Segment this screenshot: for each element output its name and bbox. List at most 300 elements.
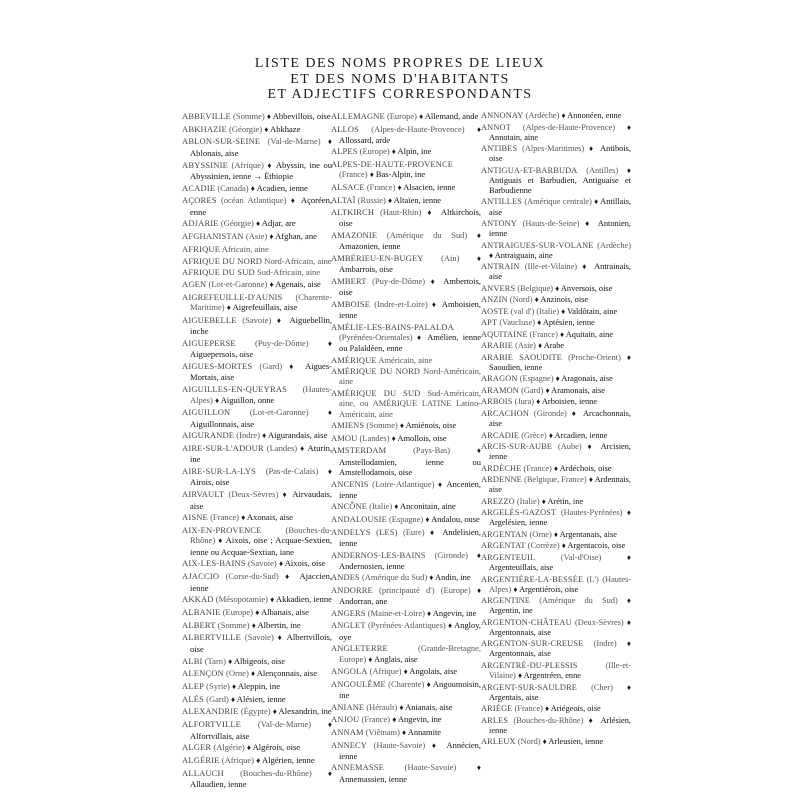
entry-headword: ALPES [331,146,358,157]
entry [481,374,631,384]
title-line: ET DES NOMS D'HABITANTS [290,71,510,87]
entry-headword: ALLOS [331,123,359,134]
entry-gloss: (Espagne) [519,374,554,384]
entry-gloss: (Somme) [232,111,265,121]
entry-gloss: (Val-de-Marne) [257,719,312,730]
entry-gloss: (Val-d'Oise) [560,552,602,562]
entry-gloss: (Gironde) [533,408,567,418]
entry-demonym: Bas-Alpin, ine [375,169,426,180]
entry [182,315,332,337]
title-line: ET ADJECTIFS CORRESPONDANTS [267,87,533,102]
entry-gloss: (Asie) [245,231,268,242]
entry [481,330,631,340]
entry-demonym: Aragonais, aise [561,374,613,384]
entry-gloss: (Hautes-Alpes) [190,384,332,405]
diamond-icon: ♦ [626,596,631,606]
entry [331,679,481,700]
entry-headword: ALTAÏ [331,194,356,205]
entry-demonym: Annécien, ienne [339,739,481,761]
entry [182,594,332,605]
entry-demonym: Alfortvillais, aise [190,730,250,741]
entry [481,397,631,407]
entry-demonym: Ancenien, ienne [339,478,481,500]
entry-demonym: Amazonien, ienne [339,241,401,252]
entry-demonym: Argentonnais, aise [489,627,551,637]
entry-gloss: (Puy-de-Dôme) [255,338,309,348]
entry-headword: AMSTERDAM [331,445,387,456]
entry-headword: AIX-EN-PROVENCE [182,525,262,536]
diamond-icon: ♦ [489,250,494,260]
entry [331,514,481,525]
entry-gloss: (Deux-Sèvres) [575,617,624,627]
diamond-icon: ♦ [448,621,453,631]
entry-headword: AMÉLIE-LES-BAINS-PALALDA [331,321,454,332]
entry-demonym: Abyssin, ine ou Abyssinien, ienne → Éthiopie [190,159,332,181]
entry-headword: ARDÈCHE [481,463,522,473]
entry-demonym: Allossard, arde [339,134,391,145]
entry [331,276,481,297]
entry-demonym: Antonien, ienne [489,219,631,239]
diamond-icon: ♦ [430,276,439,286]
entry-headword: ANGOULÊME [331,678,386,689]
entry-demonym: Airvaudais, aise [190,489,333,511]
entry [182,632,332,654]
entry-gloss: (Amérique du Sud) [539,596,618,606]
diamond-icon: ♦ [429,573,434,583]
entry-demonym: Aixois, oise ; Acquae-Sextien, ienne ou Acquae-Sextian, iane [190,535,332,557]
entry-demonym: Aixois, oise [284,558,326,569]
entry-gloss: (Gard) [206,693,229,704]
entry-gloss: (principauté d') (Europe) [379,584,471,595]
entry-demonym: Açoréen, enne [190,195,332,217]
entry-gloss: (Savoie) [244,632,274,643]
entry-headword: ARGENTRÉ-DU-PLESSIS [481,660,578,670]
entry [182,231,332,242]
diamond-icon: ♦ [534,295,539,305]
entry [481,553,631,573]
entry [331,501,481,512]
diamond-icon: ♦ [555,283,560,293]
entry [481,219,631,239]
entry-gloss: (France) [514,704,543,714]
entry-headword: AIGUES-MORTES [182,361,253,372]
entry-gloss: Africain, aine [221,243,269,254]
entry-demonym: Aiguillonnais, aise [190,418,255,429]
entry-demonym: Argentin, ine [489,606,533,616]
diamond-icon: ♦ [241,513,246,523]
entry-headword: AFRIQUE DU SUD [182,267,255,278]
entry [481,409,631,429]
entry-gloss: (Grande-Bretagne, Europe) [339,643,481,664]
diamond-icon: ♦ [392,715,397,725]
entry-demonym: Annonéen, enne [567,111,622,120]
entry-headword: AIX-LES-BAINS [182,558,246,569]
entry-demonym: Aigrefeuillais, aise [232,302,298,313]
entry-headword: ARAMON [481,385,519,395]
entry-demonym: Angevin, ine [397,714,442,725]
entry-gloss: (Nord) [517,737,541,747]
diamond-icon: ♦ [278,559,284,569]
entry [331,182,481,193]
diamond-icon: ♦ [476,231,482,241]
entry-headword: ALGER [182,742,212,753]
diamond-icon: ♦ [269,280,274,290]
entry-gloss: (Orne) [226,668,249,679]
entry-demonym: Annemassien, ienne [339,773,407,784]
entry-headword: AMÉRIQUE [331,354,377,365]
entry [481,123,631,143]
entry-demonym: Acadien, ienne [256,182,308,193]
entry [182,466,332,488]
entry [182,430,332,441]
diamond-icon: ♦ [270,595,275,605]
entry-demonym: Alexandrin, ine [278,706,332,717]
diamond-icon: ♦ [427,608,432,618]
entry-demonym: Albertin, ine [257,619,301,630]
entry-headword: ARLEUX [481,737,516,747]
entry-gloss: (Ardèche) [525,111,560,120]
entry-gloss: (Ain) [441,252,460,263]
diamond-icon: ♦ [251,620,256,630]
column-2 [331,111,481,785]
entry-demonym: Aiguepersois, oise [190,349,254,360]
entry-demonym: Anconitain, aine [399,501,456,512]
entry-headword: ALBERT [182,619,216,630]
entry-headword: AMIENS [331,420,365,431]
entry-headword: AMAZONIE [331,230,378,241]
entry-headword: ANGLET [331,620,366,631]
entry [481,197,631,217]
entry-demonym: Abkhaze [270,123,301,134]
diamond-icon: ♦ [272,707,277,717]
entry-headword: AIRE-SUR-L'ADOUR [182,443,264,454]
diamond-icon: ♦ [626,122,631,132]
diamond-icon: ♦ [437,479,444,489]
entry-headword: ANDES [331,572,360,583]
entry-headword: ARLES [481,715,509,725]
entry-demonym: Albertvillois, oise [190,632,332,654]
entry [182,768,332,790]
entry [182,267,332,277]
entry [182,681,332,692]
entry-headword: ABBEVILLE [182,111,231,121]
entry [182,244,332,254]
entry-headword: AIGUILLON [182,407,231,418]
diamond-icon: ♦ [431,740,441,750]
entry-demonym: Amstellodamien, ienne ou Amstellodamois, oise [339,456,481,477]
entry-demonym: Allemand, ande [424,111,479,121]
entry [182,338,332,360]
entry-gloss: (Savoie) [242,314,272,325]
diamond-icon: ♦ [399,702,404,712]
entry-gloss: Nord-Africain, aine [264,255,332,266]
diamond-icon: ♦ [282,490,289,500]
entry [481,166,631,196]
entry-demonym: Anversois, oise [560,283,613,293]
diamond-icon: ♦ [582,262,590,272]
diamond-icon: ♦ [276,315,285,325]
diamond-icon: ♦ [426,679,431,689]
entry-demonym: Arabe [543,341,565,351]
entry-headword: AJACCIO [182,571,220,582]
entry-headword: ALLEMAGNE [331,111,385,121]
diamond-icon: ♦ [560,329,565,339]
entry-headword: ANTIBES [481,144,518,154]
entry [331,433,481,444]
entry-demonym: Aturin, ine [190,443,332,465]
entry-demonym: Ariégeois, oise [550,704,601,714]
entry [481,716,631,736]
entry-demonym: Arcisien, ienne [489,442,631,462]
diamond-icon: ♦ [269,232,274,242]
entry-demonym: Aleppin, ine [237,681,281,691]
entry-headword: ANNECY [331,739,368,750]
entry-gloss: (Indre) [236,430,261,441]
diamond-icon: ♦ [289,362,299,372]
diamond-icon: ♦ [397,182,402,192]
entry [182,525,332,557]
entry-gloss: (Italie) [369,501,393,512]
entry-demonym: Ambarrois, oise [339,264,393,275]
entry-gloss: (Landes) [266,443,298,454]
entry-headword: ANTIGUA-ET-BARBUDA [481,165,578,175]
entry [182,719,332,741]
entry-gloss: (Hautes-Pyrénées) [560,508,623,518]
entry-gloss: (France) [361,714,391,725]
entry-headword: AFGHANISTAN [182,231,244,242]
diamond-icon: ♦ [476,763,481,773]
entry [481,639,631,659]
entry-demonym: Ardéchois, oise [559,463,612,473]
entry-gloss: (France) [339,169,368,180]
entry-headword: ALLAUCH [182,767,224,778]
entry-demonym: Airois, oise [190,477,230,488]
entry [182,292,332,314]
entry [481,262,631,282]
entry [331,146,481,157]
entry-gloss: (Charente) [388,678,425,689]
entry-headword: ARCADIE [481,430,520,440]
entry-headword: ANCENIS [331,478,369,489]
entry-headword: AMÉRIQUE DU NORD [331,366,421,377]
entry-headword: ARGENTIÈRE-LA-BESSÉE [481,574,584,584]
entry-demonym: Andernosien, ienne [339,560,405,571]
entry-headword: AMÉRIQUE DU SUD [331,388,421,399]
entry [182,668,332,679]
entry-gloss: (Somme) [366,420,398,431]
entry [481,475,631,495]
entry [182,183,332,194]
entry-headword: ALGÉRIE [182,755,220,766]
diamond-icon: ♦ [588,475,593,485]
entry-demonym: Annotain, aine [489,132,539,142]
entry-gloss: Nord-Américain, aine [339,366,481,387]
entry [331,207,481,228]
entry-gloss: (Corse-du-Sud) [225,571,279,582]
entry-demonym: Andelisien, ienne [339,526,482,548]
entry-gloss: (Lot-et-Garonne) [249,407,309,418]
entry-gloss: (Hérault) [366,701,398,712]
entry-demonym: Antillais, aise [489,197,631,217]
entry [331,550,481,571]
entry-gloss: (Viêtnam) [365,726,400,737]
entry [182,443,332,465]
entry-headword: AMBÉRIEU-EN-BUGEY [331,252,424,263]
entry [182,571,332,593]
entry [481,575,631,595]
entry [182,558,332,569]
diamond-icon: ♦ [368,654,373,664]
entry-demonym: Argentonnais, aise [489,649,551,659]
diamond-icon: ♦ [250,669,256,679]
entry-gloss: (Alpes-Maritimes) [522,144,585,154]
diamond-icon: ♦ [476,446,482,456]
diamond-icon: ♦ [266,112,272,121]
diamond-icon: ♦ [553,529,558,539]
entry-demonym: Altaïen, ienne [393,194,442,205]
entry [331,195,481,206]
entry-headword: AFRIQUE DU NORD [182,255,263,266]
entry-headword: AFRIQUE [182,243,221,254]
entry-headword: ANTRAIN [481,262,520,272]
entry-headword: ANDORRE [331,584,373,595]
column-1 [182,111,332,791]
entry-demonym: Amélien, ienne ou Palaldéen, enne [339,331,481,353]
entry-gloss: (Jura) [514,397,535,407]
diamond-icon: ♦ [548,430,553,440]
entry [481,341,631,351]
entry-gloss: (Haut-Rhin) [380,207,422,218]
entry-gloss: (Europe) [359,146,390,157]
entry-headword: ANIANE [331,701,365,712]
entry-gloss: (Amérique centrale) [524,197,592,207]
entry-demonym: Algérien, ienne [261,755,315,766]
entry [182,136,332,158]
entry-headword: ARGENTAN [481,529,528,539]
entry-demonym: Arleusien, ienne [548,737,604,747]
entry-headword: ALSACE [331,181,365,192]
entry-headword: ARCIS-SUR-AUBE [481,442,553,452]
diamond-icon: ♦ [256,219,261,229]
entry-headword: ANGERS [331,607,366,618]
entry-headword: ABLON-SUR-SEINE [182,136,261,147]
entry-headword: ARGENTON-SUR-CREUSE [481,639,584,649]
diamond-icon: ♦ [431,299,439,309]
entry [481,596,631,616]
diamond-icon: ♦ [214,395,220,405]
entry [481,530,631,540]
entry-gloss: (Amérique du Sud) [362,572,428,583]
entry [331,585,481,606]
entry-headword: ALFORTVILLE [182,719,242,730]
entry-demonym: Arcachonnais, aise [489,408,631,429]
entry-headword: AIGUILLES-EN-QUEYRAS [182,384,288,395]
entry-headword: ARGENTAT [481,541,526,551]
entry [182,160,332,182]
entry-gloss: (Canada) [217,182,249,193]
entry-demonym: Alésien, ienne [236,693,286,704]
diamond-icon: ♦ [228,656,233,666]
entry-demonym: Aquitain, aine [565,329,614,339]
entry-gloss: (Ardèche) [597,240,631,250]
entry-gloss: (Deux-Sèvres) [228,489,279,500]
diamond-icon: ♦ [403,667,408,677]
diamond-icon: ♦ [327,720,332,730]
entry-gloss: (Haute-Savoie) [404,762,457,773]
diamond-icon: ♦ [536,397,541,407]
entry [331,643,481,664]
diamond-icon: ♦ [425,515,430,525]
diamond-icon: ♦ [394,502,399,512]
diamond-icon: ♦ [429,527,438,537]
diamond-icon: ♦ [391,433,396,443]
entry [331,111,481,122]
diamond-icon: ♦ [476,253,482,263]
diamond-icon: ♦ [290,196,298,206]
entry-headword: AQUITAINE [481,329,528,339]
entry [182,489,332,511]
entry-gloss: (Pays-Bas) [413,445,451,456]
entry-demonym: Afghan, ane [275,231,317,242]
entry-demonym: Aptésien, ienne [542,318,595,328]
entry-demonym: Argentais, aise [489,692,539,702]
entry-gloss: (Europe) [386,111,417,121]
entry-demonym: Argentiérois, oise [519,584,579,594]
entry [481,618,631,638]
diamond-icon: ♦ [419,112,424,121]
entry [331,620,481,641]
entry-demonym: Anianais, aise [405,701,453,712]
entry-demonym: Amboisien, ienne [339,298,482,320]
diamond-icon: ♦ [327,768,333,778]
entry-headword: ARGENTEUIL [481,552,536,562]
entry-headword: AMBERT [331,275,367,286]
diamond-icon: ♦ [626,682,631,692]
entry-gloss: (France) [210,512,240,523]
entry-gloss: (Algérie) [213,742,245,753]
entry-gloss: (Aube) [558,442,582,452]
entry-headword: ALENÇON [182,668,224,679]
entry-demonym: Amollois, oise [397,432,447,443]
entry-headword: ANNONAY [481,111,524,120]
entry-headword: AMBOISE [331,298,371,309]
diamond-icon: ♦ [587,442,596,452]
entry-headword: ABKHAZIE [182,123,227,134]
entry [481,431,631,441]
entry [182,111,332,122]
entry-demonym: Altkirchois, oise [339,207,481,229]
entry-gloss: (Bouches-du-Rhône) [240,767,312,778]
diamond-icon: ♦ [561,541,566,551]
entry-headword: ANTRAIGUES-SUR-VOLANE [481,240,594,250]
diamond-icon: ♦ [327,408,332,418]
entry-demonym: Antraiguain, aine [494,250,553,260]
entry-gloss: (Eure) [402,526,425,537]
entry-headword: ANJOU [331,714,360,725]
entry [331,445,481,477]
entry [182,694,332,705]
entry-demonym: Aramonais, aise [551,385,605,395]
entry-headword: ALÈS [182,693,204,704]
entry-gloss: (Géorgie) [220,218,254,229]
entry-demonym: Andorran, ane [339,596,388,607]
entry-demonym: Ambertois, oise [339,275,481,298]
entry-headword: ANNAM [331,726,364,737]
entry-headword: ALBANIE [182,606,221,617]
entry-demonym: Aiguebellin, inche [190,314,332,337]
diamond-icon: ♦ [626,352,631,362]
entry-headword: ADJARIE [182,218,219,229]
